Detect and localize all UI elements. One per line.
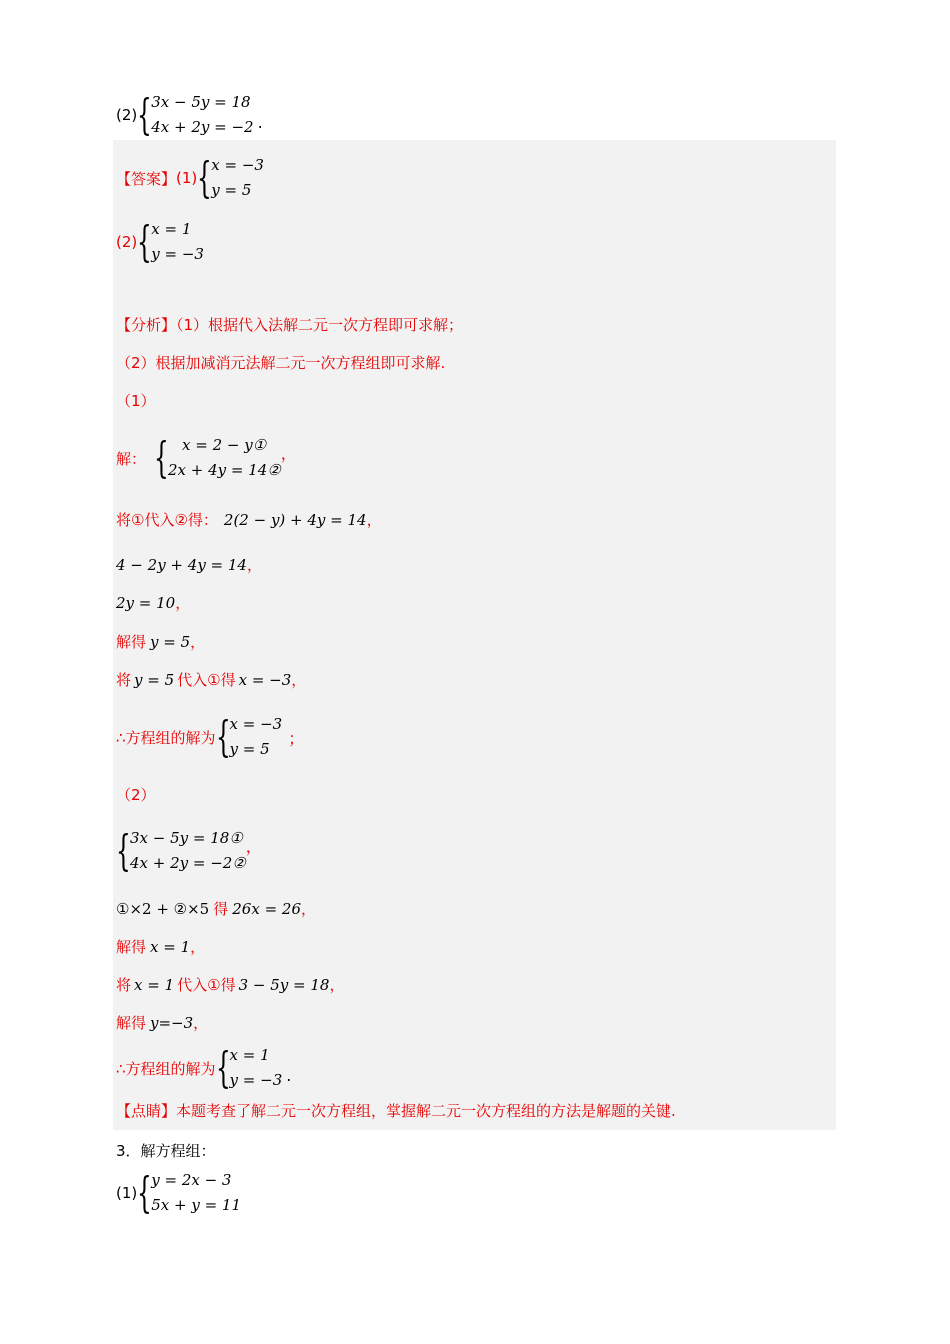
- question-2-label: (2): [116, 106, 138, 124]
- solution-1-heading: （1）: [116, 392, 156, 410]
- solution-2-step-1: ①×2 + ②×5 得 26x = 26，: [116, 900, 317, 918]
- comment-tag: 【点睛】: [116, 1102, 177, 1120]
- equation: x = 1: [229, 1046, 270, 1064]
- solution-2-step-2: 解得 x = 1，: [116, 938, 206, 956]
- solution-2-step-3: 将 x = 1 代入①得 3 − 5y = 18，: [116, 976, 345, 994]
- answer-part-1-label: (1): [176, 169, 198, 187]
- solution-2-heading: （2）: [116, 786, 156, 804]
- solution-1-step-1: 将①代入②得： 2(2 − y) + 4y = 14，: [116, 511, 382, 529]
- question-3-system: [116, 1168, 241, 1218]
- brace-icon: {: [137, 217, 152, 266]
- question-2-system: [116, 90, 263, 140]
- equation: 4x + 2y = −2: [151, 118, 254, 136]
- solution-2-step-4: 解得 y=−3，: [116, 1014, 209, 1032]
- answer-part-2: [116, 217, 204, 267]
- equation: y = −3: [229, 1071, 283, 1089]
- brace-icon: {: [154, 433, 169, 482]
- solution-1-conclusion: ∴方程组的解为 { x = −3 y = 5 ；: [116, 712, 305, 761]
- brace-icon: {: [116, 826, 131, 875]
- answer-part-1: [116, 153, 264, 203]
- comment-line: 【点睛】本题考查了解二元一次方程组，掌握解二元一次方程组的方法是解题的关键.: [116, 1102, 676, 1120]
- equation: y = 5: [229, 740, 270, 758]
- solution-2-system: { 3x − 5y = 18① 4x + 2y = −2② ，: [116, 826, 262, 875]
- question-3-title: 3．解方程组：: [116, 1142, 216, 1160]
- equation: 2x + 4y = 14②: [168, 461, 281, 479]
- equation: 5x + y = 11: [151, 1196, 242, 1214]
- equation: x = 1: [151, 220, 192, 238]
- solution-label: 解：: [116, 449, 147, 468]
- solution-1-step-4: 解得 y = 5，: [116, 633, 206, 651]
- analysis-line-1: 【分析】（1）根据代入法解二元一次方程即可求解；: [116, 316, 464, 334]
- solution-1-step-3: 2y = 10，: [116, 594, 191, 612]
- solution-2-conclusion: ∴方程组的解为 { x = 1 y = −3 .: [116, 1043, 292, 1092]
- equation: y = −3: [151, 245, 204, 263]
- equation: 3x − 5y = 18: [151, 93, 251, 111]
- answer-part-2-label: (2): [116, 233, 138, 251]
- analysis-tag: 【分析】: [116, 316, 177, 334]
- equation: x = −3: [211, 156, 264, 174]
- brace-icon: {: [137, 90, 152, 139]
- solution-1-step-2: 4 − 2y + 4y = 14，: [116, 556, 262, 574]
- question-3-label: (1): [116, 1184, 138, 1202]
- equation: x = 2 − y①: [182, 436, 267, 454]
- equation: 4x + 2y = −2②: [130, 854, 246, 872]
- brace-icon: {: [197, 153, 212, 202]
- equation: y = 5: [211, 181, 252, 199]
- solution-1-system: 解： { x = 2 − y① 2x + 4y = 14② ，: [116, 433, 297, 482]
- brace-icon: {: [137, 1168, 152, 1217]
- equation: 3x − 5y = 18①: [130, 829, 243, 847]
- answer-tag: 【答案】: [116, 169, 177, 188]
- solution-1-step-5: 将 y = 5 代入①得 x = −3，: [116, 671, 307, 689]
- brace-icon: {: [215, 1043, 231, 1092]
- brace-icon: {: [215, 712, 231, 761]
- analysis-line-2: （2）根据加减消元法解二元一次方程组即可求解.: [116, 354, 446, 372]
- equation: x = −3: [229, 715, 283, 733]
- period: .: [257, 112, 263, 132]
- equation: y = 2x − 3: [151, 1171, 232, 1189]
